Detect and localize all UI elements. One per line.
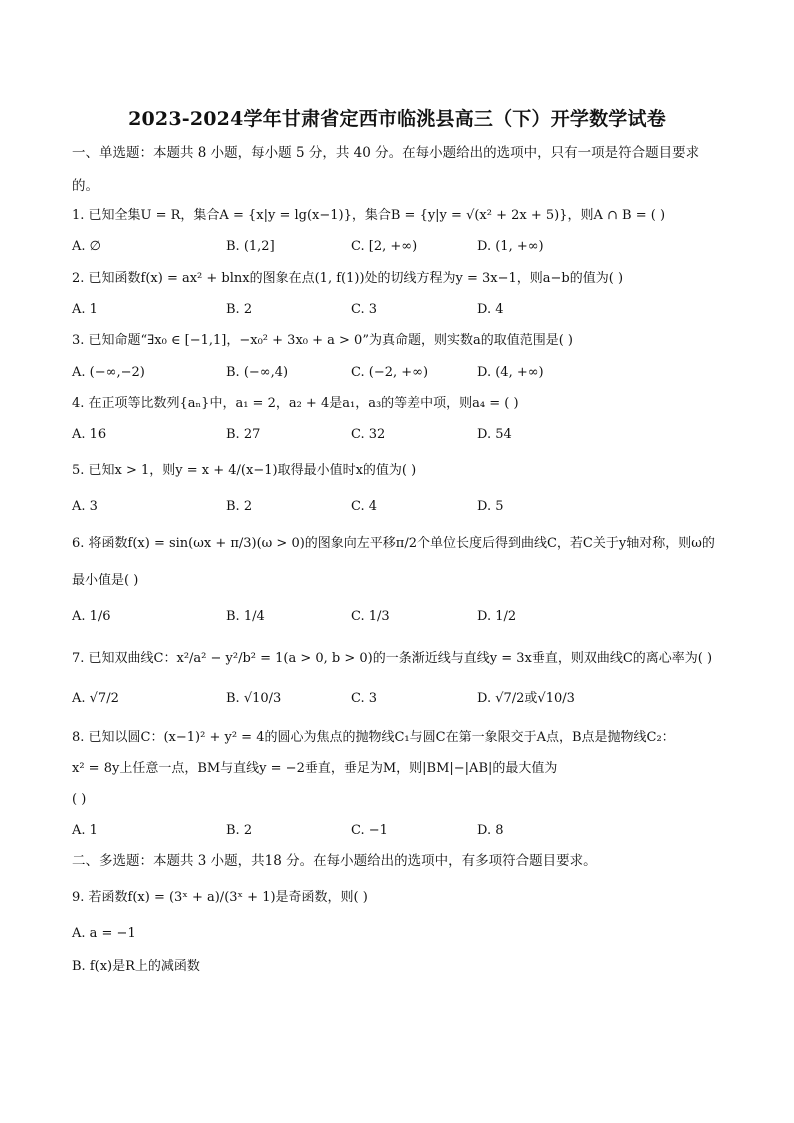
q4-option-b: B. 27 bbox=[226, 427, 261, 442]
q5-option-d: D. 5 bbox=[477, 499, 504, 514]
q4-option-d: D. 54 bbox=[477, 427, 512, 442]
question-5-stem: 5. 已知x > 1，则y = x + 4/(x−1)取得最小值时x的值为( ) bbox=[72, 463, 417, 478]
question-2-options bbox=[72, 301, 752, 321]
q7-option-d: D. √7/2或√10/3 bbox=[477, 691, 575, 706]
q3-option-c: C. (−2, +∞) bbox=[351, 365, 429, 380]
q7-option-c: C. 3 bbox=[351, 691, 378, 706]
q8-option-c: C. −1 bbox=[351, 823, 388, 838]
q4-option-a: A. 16 bbox=[72, 427, 107, 442]
q6-option-a: A. 1/6 bbox=[72, 609, 111, 624]
question-5-options bbox=[72, 498, 752, 518]
q5-option-c: C. 4 bbox=[351, 499, 378, 514]
q2-option-a: A. 1 bbox=[72, 302, 98, 317]
question-4-stem: 4. 在正项等比数列{aₙ}中，a₁ = 2，a₂ + 4是a₁，a₃的等差中项，则a₄ = ( ) bbox=[72, 396, 519, 411]
question-7-options bbox=[72, 690, 752, 710]
q6-option-c: C. 1/3 bbox=[351, 609, 390, 624]
q9-option-b: B. f(x)是R上的减函数 bbox=[72, 959, 200, 974]
q3-option-b: B. (−∞,4) bbox=[226, 365, 289, 380]
q2-option-b: B. 2 bbox=[226, 302, 253, 317]
q3-option-a: A. (−∞,−2) bbox=[72, 365, 145, 380]
question-2-stem: 2. 已知函数f(x) = ax² + blnx的图象在点(1, f(1))处的切线方程为y = 3x−1，则a−b的值为( ) bbox=[72, 271, 624, 286]
q1-option-d: D. (1, +∞) bbox=[477, 239, 544, 254]
q3-option-d: D. (4, +∞) bbox=[477, 365, 544, 380]
q1-option-c: C. [2, +∞) bbox=[351, 239, 418, 254]
question-3-stem: 3. 已知命题“∃x₀ ∈ [−1,1]，−x₀² + 3x₀ + a > 0”为真命题，则实数a的取值范围是( ) bbox=[72, 333, 574, 348]
q6-option-d: D. 1/2 bbox=[477, 609, 517, 624]
q8-option-a: A. 1 bbox=[72, 823, 98, 838]
page-title: 2023-2024学年甘肃省定西市临洮县高三（下）开学数学试卷 bbox=[128, 108, 666, 130]
q8-option-d: D. 8 bbox=[477, 823, 504, 838]
section-1-heading-cont: 的。 bbox=[72, 178, 99, 194]
question-1-stem: 1. 已知全集U = R，集合A = {x|y = lg(x−1)}，集合B = {y|y = √(x² + 2x + 5)}，则A ∩ B = ( ) bbox=[72, 208, 666, 223]
q4-option-c: C. 32 bbox=[351, 427, 386, 442]
question-7-stem: 7. 已知双曲线C：x²/a² − y²/b² = 1(a > 0, b > 0)的一条渐近线与直线y = 3x垂直，则双曲线C的离心率为( ) bbox=[72, 651, 713, 666]
section-1-heading: 一、单选题：本题共 8 小题，每小题 5 分，共 40 分。在每小题给出的选项中，只有一项是符合题目要求 bbox=[72, 145, 700, 161]
question-6-options bbox=[72, 608, 752, 628]
q6-option-b: B. 1/4 bbox=[226, 609, 265, 624]
question-4-options bbox=[72, 426, 752, 446]
q7-option-a: A. √7/2 bbox=[72, 691, 119, 706]
section-2-heading: 二、多选题：本题共 3 小题，共18 分。在每小题给出的选项中，有多项符合题目要求。 bbox=[72, 853, 597, 869]
q1-option-b: B. (1,2] bbox=[226, 239, 275, 254]
q9-option-a: A. a = −1 bbox=[72, 926, 136, 941]
question-8-stem: 8. 已知以圆C：(x−1)² + y² = 4的圆心为焦点的抛物线C₁与圆C在第一象限交于A点，B点是抛物线C₂： bbox=[72, 730, 675, 745]
question-8-options bbox=[72, 822, 752, 842]
question-9-stem: 9. 若函数f(x) = (3ˣ + a)/(3ˣ + 1)是奇函数，则( ) bbox=[72, 890, 368, 905]
question-1-options bbox=[72, 238, 752, 258]
q5-option-b: B. 2 bbox=[226, 499, 253, 514]
q1-option-a: A. ∅ bbox=[72, 239, 101, 254]
question-6-stem-cont: 最小值是( ) bbox=[72, 573, 139, 588]
question-3-options bbox=[72, 364, 752, 384]
question-8-stem-cont: x² = 8y上任意一点，BM与直线y = −2垂直，垂足为M，则|BM|−|AB|的最大值为 bbox=[72, 761, 558, 776]
q7-option-b: B. √10/3 bbox=[226, 691, 282, 706]
q5-option-a: A. 3 bbox=[72, 499, 98, 514]
q2-option-c: C. 3 bbox=[351, 302, 378, 317]
q2-option-d: D. 4 bbox=[477, 302, 504, 317]
question-6-stem: 6. 将函数f(x) = sin(ωx + π/3)(ω > 0)的图象向左平移π/2个单位长度后得到曲线C，若C关于y轴对称，则ω的 bbox=[72, 536, 715, 551]
q8-option-b: B. 2 bbox=[226, 823, 253, 838]
question-8-stem-bracket: ( ) bbox=[72, 792, 87, 807]
